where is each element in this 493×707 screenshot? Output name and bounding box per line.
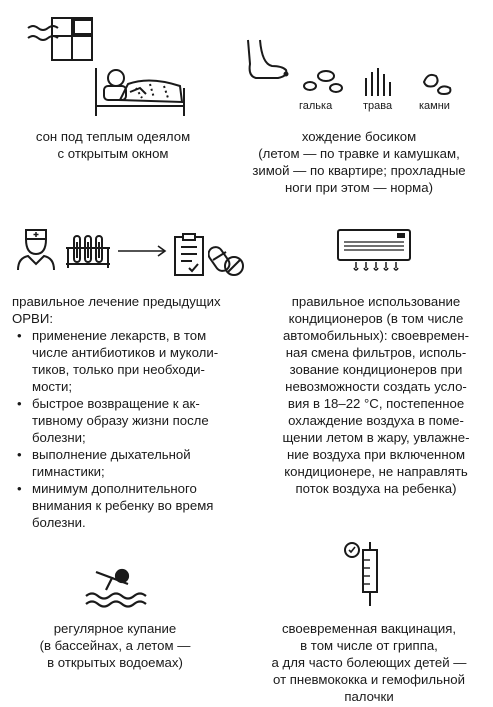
grass-icon: [362, 66, 398, 98]
barefoot-line: (летом — по травке и камушкам,: [258, 146, 460, 161]
treatment-item-line: • быстрое возвращение к ак-: [32, 396, 200, 411]
stones-icon: [418, 68, 458, 98]
conditioner-line: автомобильных): своевремен-: [282, 328, 470, 343]
swimming-caption: [10, 620, 220, 671]
vaccination-line: от пневмококка и гемофильной: [273, 672, 465, 687]
treatment-item: [12, 480, 262, 531]
pills-icon: [208, 234, 246, 278]
syringe-icon: [342, 540, 384, 610]
treatment-item-line: числе антибиотиков и муколи-: [32, 345, 219, 360]
treatment-item: [12, 327, 262, 395]
vaccination-line: а для часто болеющих детей —: [271, 655, 467, 670]
sleep-caption: [6, 128, 220, 162]
treatment-item-line: тиков, только при необходи-: [32, 362, 205, 377]
doctor-icon: [14, 228, 58, 272]
conditioner-line: охлаждение воздуха в поме-: [288, 413, 464, 428]
swimmer-icon: [84, 566, 148, 608]
treatment-item-line: • выполнение дыхательной: [32, 447, 191, 462]
sleep-line: сон под теплым одеялом: [35, 129, 191, 144]
conditioner-line: щении летом в жару, увлажне-: [282, 430, 470, 445]
clipboard-icon: [172, 232, 206, 278]
arrow-icon: [116, 244, 168, 258]
bed-icon: [90, 62, 190, 120]
conditioner-line: вия в 18–22 °С, постепенное: [287, 396, 465, 411]
treatment-item-line: • применение лекарств, в том: [32, 328, 207, 343]
treatment-item: [12, 446, 262, 480]
treatment-block: [12, 293, 262, 531]
conditioner-line: ная смена фильтров, исполь-: [285, 345, 467, 360]
sleep-line: с открытым окном: [57, 146, 169, 161]
conditioner-line: поток воздуха на ребенка): [295, 481, 457, 496]
label-grass: трава: [363, 100, 393, 112]
barefoot-line: ноги при этом — норма): [285, 180, 433, 195]
pebbles-icon: [300, 66, 350, 96]
vaccination-line: палочки: [344, 689, 394, 704]
foot-icon: [240, 38, 298, 86]
vaccination-line: своевременная вакцинация,: [281, 621, 457, 636]
treatment-item-line: болезни.: [32, 515, 86, 530]
treatment-title-line: правильное лечение предыдущих: [12, 294, 221, 309]
treatment-item-line: мости;: [32, 379, 73, 394]
swimming-line: в открытых водоемах): [47, 655, 183, 670]
treatment-item-line: гимнастики;: [32, 464, 105, 479]
treatment-item-line: внимания к ребенку во время: [32, 498, 214, 513]
treatment-list: [12, 327, 262, 531]
barefoot-line: зимой — по квартире; прохладные: [252, 163, 466, 178]
treatment-item-line: • минимум дополнительного: [32, 481, 197, 496]
conditioner-line: кондиционеров (в том числе: [288, 311, 464, 326]
treatment-item-line: тивному образу жизни после: [32, 413, 209, 428]
conditioner-line: ние воздуха при включенном: [286, 447, 466, 462]
vaccination-caption: [250, 620, 488, 705]
conditioner-line: зование кондиционеров при: [289, 362, 463, 377]
swimming-line: (в бассейнах, а летом —: [39, 638, 191, 653]
swimming-line: регулярное купание: [53, 621, 177, 636]
treatment-title-line: ОРВИ:: [12, 311, 53, 326]
label-stones: камни: [419, 100, 450, 112]
treatment-item: [12, 395, 262, 446]
air-conditioner-icon: [336, 228, 414, 274]
test-tubes-icon: [64, 234, 112, 270]
window-icon: [22, 14, 102, 64]
label-pebbles: галька: [299, 100, 333, 112]
treatment-item-line: болезни;: [32, 430, 86, 445]
conditioner-caption: [264, 293, 488, 497]
barefoot-line: хождение босиком: [301, 129, 417, 144]
conditioner-line: правильное использование: [291, 294, 461, 309]
vaccination-line: в том числе от гриппа,: [300, 638, 438, 653]
conditioner-line: кондиционере, не направлять: [284, 464, 468, 479]
conditioner-line: невозможности создать усло-: [285, 379, 467, 394]
barefoot-caption: [232, 128, 486, 196]
